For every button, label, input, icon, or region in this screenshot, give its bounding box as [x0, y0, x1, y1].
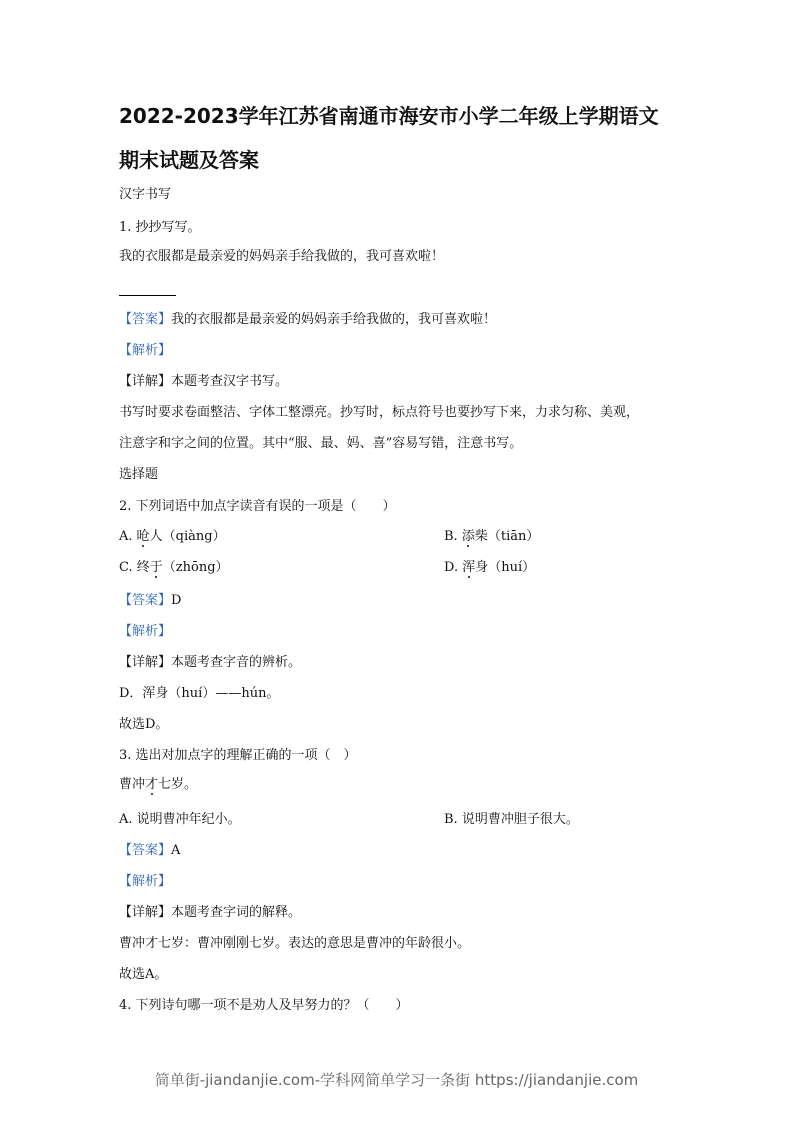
q3-sentence: [119, 776, 679, 794]
section-heading-choice: 选择题: [119, 467, 159, 482]
answer-tag: 【答案】: [119, 312, 172, 327]
answer-tag: 【答案】: [119, 593, 172, 608]
q2-stem: 2. 下列词语中加点字读音有误的一项是（ ）: [119, 499, 396, 514]
q2-option-b: [444, 528, 539, 546]
q3-analysis-tag: 【解析】: [119, 874, 172, 889]
q3-option-b: B. 说明曹冲胆子很大。: [444, 812, 579, 827]
q3-stem: 3. 选出对加点字的理解正确的一项（ ）: [119, 748, 357, 763]
q1-explain-1: 书写时要求卷面整洁、字体工整漂亮。抄写时，标点符号也要抄写下来，力求匀称、美观，: [119, 405, 640, 420]
q1-analysis-tag: 【解析】: [119, 343, 172, 358]
q2-option-d: [444, 559, 535, 577]
option-text: 身（huí）: [475, 560, 536, 575]
section-heading-writing: 汉字书写: [119, 187, 172, 202]
dotted-char: 呛: [136, 529, 150, 544]
q3-detail: [119, 904, 679, 922]
answer-text: A: [171, 843, 181, 858]
option-text: （zhōng）: [162, 560, 229, 575]
q2-option-a: [119, 528, 226, 546]
sentence-text: 曹冲: [119, 777, 146, 792]
q3-answer: [119, 842, 679, 860]
option-letter: B.: [444, 529, 462, 544]
q3-option-a: A. 说明曹冲年纪小。: [119, 812, 241, 827]
document-title-line2: 期末试题及答案: [119, 148, 259, 172]
q4-stem: 4. 下列诗句哪一项不是劝人及早努力的？（ ）: [119, 998, 409, 1013]
q1-text: 我的衣服都是最亲爱的妈妈亲手给我做的，我可喜欢啦！: [119, 249, 445, 264]
q2-analysis-tag: 【解析】: [119, 624, 172, 639]
q2-option-c: [119, 559, 229, 577]
q1-stem: 1. 抄抄写写。: [119, 220, 201, 235]
dotted-char: 于: [149, 560, 163, 575]
option-text: 柴（tiān）: [474, 529, 540, 544]
q2-answer: [119, 592, 679, 610]
detail-text: 本题考查字音的辨析。: [171, 655, 302, 670]
sentence-text: 七岁。: [158, 777, 198, 792]
detail-text: 本题考查汉字书写。: [171, 374, 289, 389]
page-footer-watermark: 简单街-jiandanjie.com-学科网简单学习一条街 https://jiandanjie.com: [154, 1071, 639, 1089]
answer-tag: 【答案】: [119, 843, 172, 858]
option-letter: A.: [119, 529, 137, 544]
detail-tag: 【详解】: [119, 374, 172, 389]
dotted-char: 才: [145, 777, 159, 792]
option-letter: D.: [444, 560, 463, 575]
option-text: 人（qiàng）: [149, 529, 226, 544]
answer-text: 我的衣服都是最亲爱的妈妈亲手给我做的，我可喜欢啦！: [171, 312, 497, 327]
q2-explain: D．浑身（huí）——hún。: [119, 686, 280, 701]
q1-explain-2: 注意字和字之间的位置。其中“服、最、妈、喜”容易写错，注意书写。: [119, 436, 523, 451]
q3-explain: 曹冲才七岁：曹冲刚刚七岁。表达的意思是曹冲的年龄很小。: [119, 936, 471, 951]
answer-text: D: [171, 593, 182, 608]
dotted-char: 浑: [462, 560, 476, 575]
detail-text: 本题考查字词的解释。: [171, 905, 302, 920]
q1-detail: [119, 373, 679, 391]
document-title-line1: 2022-2023学年江苏省南通市海安市小学二年级上学期语文: [119, 104, 659, 128]
dotted-char: 添: [461, 529, 475, 544]
detail-tag: 【详解】: [119, 905, 172, 920]
answer-blank-line: [119, 295, 176, 296]
q2-conclusion: 故选D。: [119, 717, 169, 732]
option-letter: C.: [119, 560, 137, 575]
option-text: 终: [136, 560, 150, 575]
q1-answer: [119, 311, 679, 329]
detail-tag: 【详解】: [119, 655, 172, 670]
q2-detail: [119, 654, 679, 672]
q3-conclusion: 故选A。: [119, 967, 168, 982]
